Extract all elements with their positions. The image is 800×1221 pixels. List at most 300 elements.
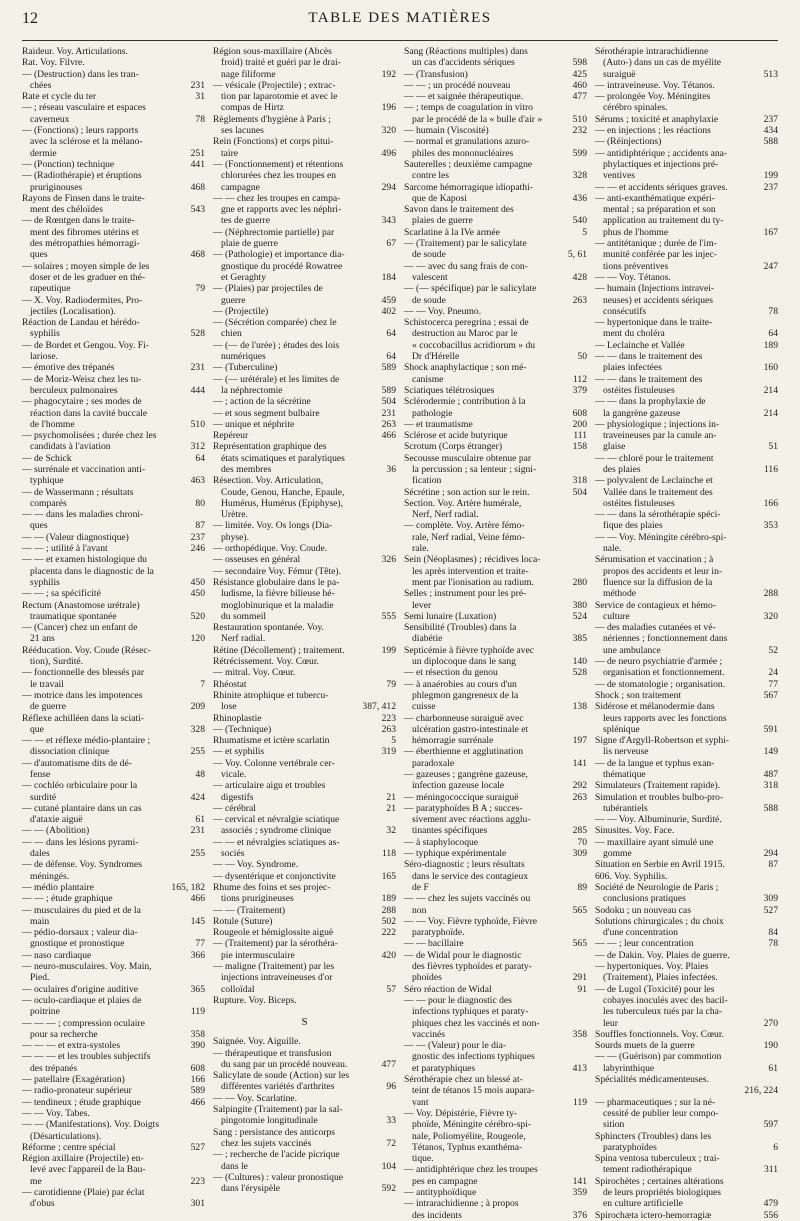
entry-text: valescent — [412, 271, 448, 283]
index-entry — [22, 859, 205, 870]
entry-text: — (Radiothérapie) et éruptions — [22, 170, 142, 182]
index-entry — [22, 1142, 205, 1153]
entry-text: dans l'érysipèle — [221, 1183, 281, 1195]
entry-text: — mitral. Voy. Cœur. — [213, 667, 296, 679]
index-entry — [404, 792, 587, 803]
entry-text: dales — [30, 848, 50, 860]
index-entry — [22, 396, 205, 407]
index-entry — [595, 464, 778, 475]
index-entry — [595, 735, 778, 746]
index-entry — [22, 464, 205, 475]
index-entry — [404, 972, 587, 983]
index-entry — [22, 114, 205, 125]
entry-text: nale, Poliomyélite, Rougeole, — [412, 1130, 526, 1142]
entry-text: paratyphoïdes — [603, 1141, 657, 1153]
index-entry — [213, 351, 396, 362]
index-entry — [22, 328, 205, 339]
entry-page: 592 — [381, 1183, 396, 1195]
entry-page: 232 — [572, 125, 587, 137]
entry-page: 223 — [381, 712, 396, 724]
entry-text: — (Tuberculine) — [213, 362, 278, 374]
index-entry — [213, 441, 396, 452]
index-entry — [404, 328, 587, 339]
index-entry — [404, 430, 587, 441]
index-entry — [595, 102, 778, 113]
entry-page: 285 — [572, 825, 587, 837]
entry-page: 565 — [572, 938, 587, 950]
entry-page: 591 — [763, 723, 778, 735]
entry-text: d'une concentration — [603, 927, 678, 939]
index-entry — [595, 148, 778, 159]
index-entry — [404, 249, 587, 260]
index-entry — [595, 396, 778, 407]
index-entry — [22, 306, 205, 317]
entry-text: — — — et extra-systoles — [22, 1040, 121, 1052]
index-entry — [213, 758, 396, 769]
index-entry — [22, 746, 205, 757]
entry-page: 366 — [190, 949, 205, 961]
entry-page: 166 — [190, 1074, 205, 1086]
entry-text: Solutions chirurgicales ; du choix — [595, 915, 724, 927]
entry-text: Scarlatine à la IVe armée — [404, 226, 500, 238]
entry-page: 567 — [763, 689, 778, 701]
index-entry — [22, 1018, 205, 1029]
entry-page: 61 — [195, 814, 205, 826]
index-entry — [22, 814, 205, 825]
entry-text: phylactiques et injections pré- — [603, 158, 719, 170]
entry-text: consécutifs — [603, 305, 647, 317]
entry-text: avec la sclérose et la mélano- — [30, 136, 143, 148]
entry-text: — — et examen histologique du — [22, 554, 147, 566]
index-entry — [404, 464, 587, 475]
entry-text: — anti-exanthématique expéri- — [595, 192, 715, 204]
index-entry — [213, 396, 396, 407]
index-entry — [595, 249, 778, 260]
index-entry — [404, 600, 587, 611]
index-entry — [404, 588, 587, 599]
index-entry — [22, 905, 205, 916]
index-entry — [404, 69, 587, 80]
entry-text: que — [30, 723, 44, 735]
entry-text: — complète. Voy. Artère fémo- — [404, 520, 525, 532]
index-entry — [404, 487, 587, 498]
entry-text: vaccinés — [412, 1028, 446, 1040]
entry-text: leurs rapports avec les fonctions — [603, 712, 727, 724]
entry-text: Scrotum (Corps étranger) — [404, 441, 503, 453]
entry-text: — (Ponction) technique — [22, 158, 115, 170]
index-entry — [213, 306, 396, 317]
index-entry — [404, 1029, 587, 1040]
entry-text: phus de l'homme — [603, 226, 669, 238]
index-entry — [213, 204, 396, 215]
index-entry — [22, 566, 205, 577]
index-entry — [595, 1153, 778, 1164]
entry-page: 200 — [572, 418, 587, 430]
index-entry — [213, 295, 396, 306]
index-entry — [404, 215, 587, 226]
index-entry — [213, 577, 396, 588]
index-entry — [404, 769, 587, 780]
index-entry — [213, 1149, 396, 1160]
entry-text: — (Destruction) dans les tran- — [22, 68, 139, 80]
entry-page: 479 — [763, 1198, 778, 1210]
index-entry — [213, 385, 396, 396]
entry-page: 167 — [763, 226, 778, 238]
entry-text: — — Voy. Syndrome. — [213, 859, 299, 871]
entry-page: 459 — [381, 294, 396, 306]
entry-page: 231 — [190, 79, 205, 91]
entry-page: 540 — [572, 215, 587, 227]
entry-text: — thérapeutique et transfusion — [213, 1047, 332, 1059]
entry-text: labyrinthique — [603, 1062, 655, 1074]
index-entry — [404, 577, 587, 588]
index-entry — [213, 374, 396, 385]
index-entry — [22, 374, 205, 385]
entry-text: ques — [30, 249, 48, 261]
index-entry — [213, 1115, 396, 1126]
entry-text: — — (Manifestations). Voy. Doigts — [22, 1119, 160, 1131]
index-entry — [22, 1164, 205, 1175]
index-entry — [22, 679, 205, 690]
entry-text: pingotomie longitudinale — [221, 1115, 318, 1127]
index-entry — [595, 690, 778, 701]
index-entry — [213, 148, 396, 159]
index-entry — [22, 769, 205, 780]
index-entry — [213, 780, 396, 791]
entry-text: pes en campagne — [412, 1175, 478, 1187]
index-entry — [404, 272, 587, 283]
entry-text: Sarcome hémorragique idiopathi- — [404, 181, 533, 193]
index-entry — [22, 825, 205, 836]
index-entry — [22, 532, 205, 543]
index-entry — [595, 1074, 778, 1085]
index-entry — [404, 701, 587, 712]
index-entry — [22, 984, 205, 995]
index-entry — [22, 295, 205, 306]
entry-page: 504 — [572, 486, 587, 498]
index-entry — [595, 814, 778, 825]
entry-text: — (Sécrétion comparée) chez le — [213, 317, 337, 329]
index-entry — [404, 351, 587, 362]
index-entry — [595, 893, 778, 904]
entry-page: 565 — [572, 904, 587, 916]
entry-page: 379 — [572, 384, 587, 396]
entry-text: — cochléo orbiculaire pour la — [22, 780, 138, 792]
entry-text: — — Voy. Albuminurie, Surdité. — [595, 814, 722, 826]
entry-text: — (Technique) — [213, 723, 272, 735]
entry-page: 513 — [763, 68, 778, 80]
index-entry — [404, 758, 587, 769]
entry-text: — — dans la sérothérapie spéci- — [595, 509, 721, 521]
entry-text: Spirochæta ictero-hemorragiæ — [595, 1209, 712, 1221]
entry-page: 477 — [381, 1058, 396, 1070]
index-entry — [213, 927, 396, 938]
index-entry — [595, 656, 778, 667]
entry-text: — (Cultures) : valeur pronostique — [213, 1171, 344, 1183]
entry-text: colloïdal — [221, 983, 255, 995]
entry-text: Service de contagieux et hémo- — [595, 599, 716, 611]
entry-text: injections intraveineuses d'or — [221, 972, 333, 984]
entry-page: 520 — [190, 610, 205, 622]
index-entry — [213, 984, 396, 995]
index-entry — [22, 91, 205, 102]
entry-text: un cas d'accidents sériques — [412, 57, 515, 69]
entry-text: Sécrétine ; son action sur le rein. — [404, 486, 530, 498]
index-entry — [404, 566, 587, 577]
entry-page: 104 — [381, 1160, 396, 1172]
entry-text: berculeux pulmonaires — [30, 384, 118, 396]
entry-text: — unique et néphrite — [213, 418, 295, 430]
entry-text: caverneux — [30, 113, 70, 125]
entry-text: philes des mononucléaires — [412, 147, 514, 159]
entry-text: états scimatiques et paralytiques — [221, 452, 345, 464]
index-entry — [22, 1187, 205, 1198]
entry-text: sivement avec réactions agglu- — [412, 814, 531, 826]
entry-text: typhique — [30, 475, 64, 487]
entry-text: fense — [30, 769, 51, 780]
entry-text: — — (Guérison) par commotion — [595, 1051, 722, 1063]
index-entry — [22, 927, 205, 938]
index-entry — [404, 193, 587, 204]
index-entry — [213, 825, 396, 836]
entry-text: — — et névralgies sciatiques as- — [213, 836, 340, 848]
index-entry — [404, 1131, 587, 1142]
entry-text: — (Traitement) par la sérothéra- — [213, 938, 338, 950]
entry-page: 450 — [190, 576, 205, 588]
entry-page: 231 — [190, 362, 205, 374]
entry-text: fluence sur la diffusion de la — [603, 576, 713, 588]
index-entry — [404, 91, 587, 102]
entry-text: Région axillaire (Projectile) en- — [22, 1153, 144, 1165]
entry-page: 288 — [763, 588, 778, 600]
index-entry — [213, 543, 396, 554]
entry-text: — de Wassermann ; résultats — [22, 486, 134, 498]
index-entry — [213, 769, 396, 780]
entry-text: — (Cancer) chez un enfant de — [22, 622, 138, 634]
entry-text: rapeutique — [30, 283, 71, 295]
entry-text: Humérus, Humérus (Epiphyse), — [221, 497, 344, 509]
index-entry — [404, 1040, 587, 1051]
entry-text: — radio-pronateur supérieur — [22, 1085, 132, 1097]
entry-text: différentes variétés d'arthrites — [221, 1081, 335, 1093]
entry-page: 358 — [572, 1028, 587, 1040]
entry-text: paradoxale — [412, 757, 455, 769]
entry-text: — — — ; compression oculaire — [22, 1017, 145, 1029]
entry-page: 326 — [381, 554, 396, 566]
index-entry — [595, 340, 778, 351]
index-entry — [404, 1119, 587, 1130]
entry-page: 255 — [190, 848, 205, 860]
index-entry — [404, 859, 587, 870]
entry-text: — — Voy. Scarlatine. — [213, 1092, 298, 1104]
entry-text: — Voy. Colonne vertébrale cer- — [213, 757, 335, 769]
index-entry — [22, 543, 205, 554]
index-entry — [22, 950, 205, 961]
entry-page: 444 — [190, 384, 205, 396]
index-entry — [213, 328, 396, 339]
index-entry — [22, 645, 205, 656]
entry-text: Représentation graphique des — [213, 441, 327, 453]
index-entry — [595, 645, 778, 656]
entry-page: 328 — [572, 170, 587, 182]
entry-text: Shock anaphylactique ; son mé- — [404, 362, 527, 374]
index-entry — [595, 1085, 778, 1096]
entry-text: destruction au Maroc par le — [412, 328, 518, 340]
entry-text: jectiles (Localisation). — [30, 305, 116, 317]
entry-text: lever — [412, 599, 432, 611]
index-entry — [22, 724, 205, 735]
entry-text: par le procédé de la « bulle d'air » — [412, 113, 543, 125]
entry-page: 120 — [190, 633, 205, 645]
entry-text: gomme — [603, 848, 632, 860]
index-entry — [404, 633, 587, 644]
entry-page: 288 — [381, 904, 396, 916]
entry-text: — limitée. Voy. Os longs (Dia- — [213, 520, 333, 532]
entry-text: — ; réseau vasculaire et espaces — [22, 102, 146, 114]
entry-text: — — et accidents sériques graves. — [595, 181, 728, 193]
entry-page: 460 — [572, 79, 587, 91]
entry-page: 223 — [190, 1175, 205, 1187]
index-entry — [595, 961, 778, 972]
entry-text: — normal et granulations azuro- — [404, 136, 530, 148]
entry-text: poitrine — [30, 1006, 60, 1018]
entry-text: Rotule (Suture) — [213, 915, 273, 927]
entry-page: 477 — [572, 91, 587, 103]
entry-text: Sérothérapie intrarachidienne — [595, 46, 709, 57]
entry-text: plaies infectées — [603, 362, 662, 374]
entry-text: Urètre. — [221, 509, 248, 521]
entry-text: culture — [603, 610, 630, 622]
entry-text: gnostique et pronostique — [30, 938, 125, 950]
entry-text: Réaction de Landau et hérédo- — [22, 317, 140, 329]
entry-page: 165, 182 — [171, 881, 205, 893]
entry-text: traumatique spontanée — [30, 610, 117, 622]
index-entry — [404, 871, 587, 882]
index-entry — [213, 193, 396, 204]
index-entry — [404, 114, 587, 125]
entry-page: 21 — [386, 802, 396, 814]
index-entry — [22, 249, 205, 260]
entry-text: — et syphilis — [213, 746, 265, 758]
index-entry — [22, 780, 205, 791]
index-entry — [404, 532, 587, 543]
entry-text: des membres — [221, 463, 272, 475]
entry-page: 599 — [572, 147, 587, 159]
entry-page: 318 — [572, 475, 587, 487]
index-entry — [22, 238, 205, 249]
entry-text: Shock ; son traitement — [595, 689, 682, 701]
index-entry — [22, 735, 205, 746]
entry-text: Sciatiques télétrosiques — [404, 384, 495, 396]
entry-page: 263 — [381, 723, 396, 735]
index-entry — [595, 995, 778, 1006]
index-entry — [595, 453, 778, 464]
entry-page: 77 — [768, 678, 778, 690]
index-entry — [404, 46, 587, 57]
index-entry — [213, 611, 396, 622]
index-entry — [595, 80, 778, 91]
index-entry — [404, 396, 587, 407]
entry-page: 64 — [768, 328, 778, 340]
index-entry — [213, 317, 396, 328]
entry-text: Saignée. Voy. Aiguille. — [213, 1036, 301, 1048]
entry-page: 84 — [768, 927, 778, 939]
entry-text: Résistance globulaire dans le pa- — [213, 576, 340, 588]
entry-text: méningés. — [30, 870, 70, 882]
entry-text: — cérébral — [213, 802, 256, 814]
entry-text: Séro-diagnostic ; leurs résultats — [404, 859, 525, 871]
entry-page: 78 — [768, 305, 778, 317]
index-entry — [213, 916, 396, 927]
index-entry — [595, 430, 778, 441]
entry-page: 237 — [190, 531, 205, 543]
index-entry — [22, 453, 205, 464]
index-entry — [213, 1104, 396, 1115]
index-entry — [22, 1040, 205, 1051]
index-entry — [213, 532, 396, 543]
index-entry — [213, 136, 396, 147]
index-entry — [22, 690, 205, 701]
entry-text: tion), Surdité. — [30, 656, 84, 668]
index-entry — [213, 509, 396, 520]
entry-page: 6 — [773, 1141, 778, 1153]
index-entry — [595, 1063, 778, 1074]
entry-text: Sensibilité (Troubles) dans la — [404, 622, 517, 634]
index-entry — [595, 701, 778, 712]
entry-text: Spirochètes ; certaines altérations — [595, 1175, 724, 1187]
entry-page: 247 — [763, 260, 778, 272]
entry-text: — motrice dans les impotences — [22, 689, 143, 701]
index-entry — [595, 159, 778, 170]
entry-text: — (Projectile) — [213, 305, 269, 317]
entry-text: tions prurigineuses — [221, 893, 294, 905]
index-entry — [404, 419, 587, 430]
entry-text: — de Bordet et Gengou. Voy. Fi- — [22, 339, 149, 351]
entry-text: les après intervention et traite- — [412, 565, 529, 577]
entry-text: — d'automatisme dits de dé- — [22, 757, 132, 769]
index-entry — [213, 1172, 396, 1183]
index-entry — [404, 825, 587, 836]
entry-text: Sourds muets de la guerre — [595, 1040, 695, 1052]
index-entry — [213, 1059, 396, 1070]
entry-text: — intraveineuse. Voy. Tétanos. — [595, 79, 715, 91]
entry-text: Sodoku ; un nouveau cas — [595, 904, 691, 916]
index-entry — [404, 1164, 587, 1175]
entry-text: — de Rœntgen dans le traite- — [22, 215, 135, 227]
entry-text: dermie — [30, 147, 57, 159]
entry-page: 79 — [386, 678, 396, 690]
entry-text: — pharmaceutiques ; sur la né- — [595, 1096, 716, 1108]
entry-text: — (— urétérale) et les limites de — [213, 373, 340, 385]
index-entry — [404, 713, 587, 724]
entry-text: pathologie — [412, 407, 453, 419]
entry-text: — et résection du genou — [404, 667, 498, 679]
entry-page: 141 — [572, 757, 587, 769]
entry-page: 160 — [763, 362, 778, 374]
entry-text: Nerf, Nerf radial. — [412, 509, 479, 521]
index-entry — [404, 995, 587, 1006]
entry-page: 231 — [381, 407, 396, 419]
entry-page: 199 — [381, 644, 396, 656]
entry-text: cessité de publier leur compo- — [603, 1107, 719, 1119]
index-entry — [22, 667, 205, 678]
index-entry — [213, 57, 396, 68]
entry-text: — — dans le traitement des — [595, 351, 703, 363]
index-entry — [404, 645, 587, 656]
index-entry — [22, 102, 205, 113]
index-entry — [595, 1029, 778, 1040]
index-entry — [595, 136, 778, 147]
